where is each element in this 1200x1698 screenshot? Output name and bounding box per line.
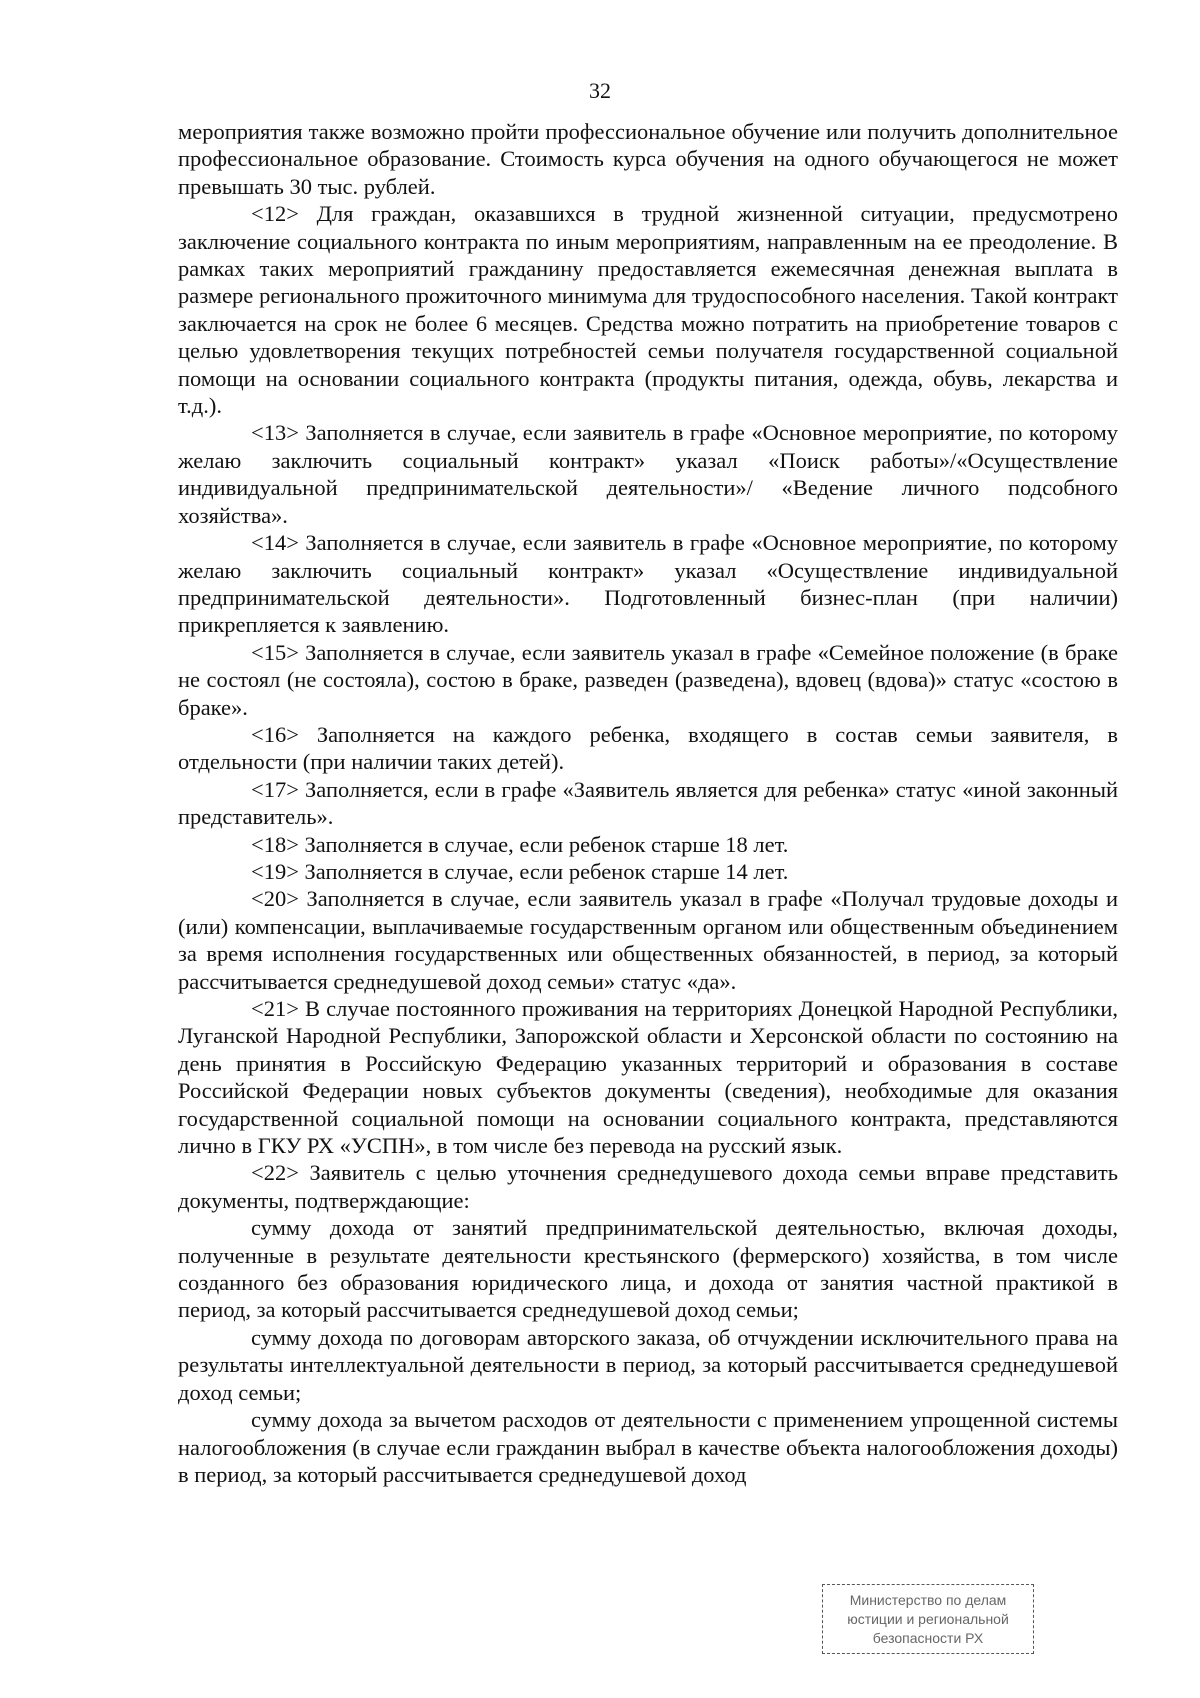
footnote-18: <18> Заполняется в случае, если ребенок старше 18 лет. [251,831,789,857]
stamp-line-2: юстиции и региональной [847,1611,1009,1627]
footnote-22-item-1: сумму дохода от занятий предпринимательской деятельностью, включая доходы, полученные в результате деятельности крестьянского (фермерского) хозяйства, в том числе созданного без образования юридического лица, и дохода от занятия частной практикой в период, за который рассчитывается среднедушевой доход семьи; [178,1215,1118,1323]
footnote-16: <16> Заполняется на каждого ребенка, входящего в состав семьи заявителя, в отдельности (при наличии таких детей). [178,721,1118,775]
footnote-22-item-3: сумму дохода за вычетом расходов от деятельности с применением упрощенной системы налогообложения (в случае если гражданин выбрал в качестве объекта налогообложения доходы) в период, за который рассчитывается среднедушевой доход [178,1407,1118,1487]
paragraph-continuation: мероприятия также возможно пройти профессиональное обучение или получить дополнительное профессиональное образование. Стоимость курса обучения на одного обучающегося не может превышать 30 тыс. рублей. [178,119,1118,199]
page-number: 32 [589,78,611,103]
stamp-line-1: Министерство по делам [849,1592,1007,1608]
footnote-21: <21> В случае постоянного проживания на территориях Донецкой Народной Республики, Луганской Народной Республики, Запорожской области и Херсонской области по состоянию на день принятия в Российскую Федерацию указанных территорий и образования в составе Российской Федерации новых субъектов документы (сведения), необходимые для оказания государственной социальной помощи на основании социального контракта, представляются лично в ГКУ РХ «УСПН», в том числе без перевода на русский язык. [178,996,1118,1159]
footnote-19: <19> Заполняется в случае, если ребенок старше 14 лет. [251,858,789,884]
footnote-20: <20> Заполняется в случае, если заявитель указал в графе «Получал трудовые доходы и (или) компенсации, выплачиваемые государственным органом или общественным объединением за время исполнения государственных или общественных обязанностей, в период, за который рассчитывается среднедушевой доход семьи» статус «да». [178,886,1118,994]
footnote-14: <14> Заполняется в случае, если заявитель в графе «Основное мероприятие, по которому желаю заключить социальный контракт» указал «Осуществление индивидуальной предпринимательской деятельности». Подготовленный бизнес-план (при наличии) прикрепляется к заявлению. [178,530,1118,638]
footnote-17: <17> Заполняется, если в графе «Заявитель является для ребенка» статус «иной законный представитель». [178,776,1118,830]
footnote-22: <22> Заявитель с целью уточнения среднедушевого дохода семьи вправе представить документы, подтверждающие: [178,1160,1118,1213]
stamp-line-3: безопасности РХ [872,1630,984,1646]
footnote-15: <15> Заполняется в случае, если заявитель указал в графе «Семейное положение (в браке не состоял (не состояла), состою в браке, разведен (разведена), вдовец (вдова)» статус «состою в браке». [178,639,1118,720]
document-body [178,118,1118,1488]
registration-stamp [822,1584,1034,1654]
footnote-13: <13> Заполняется в случае, если заявитель в графе «Основное мероприятие, по которому желаю заключить социальный контракт» указал «Поиск работы»/«Осуществление индивидуальной предпринимательской деятельности»/ «Ведение личного подсобного хозяйства». [178,420,1118,528]
footnote-12: <12> Для граждан, оказавшихся в трудной жизненной ситуации, предусмотрено заключение социального контракта по иным мероприятиям, направленным на ее преодоление. В рамках таких мероприятий гражданину предоставляется ежемесячная денежная выплата в размере регионального прожиточного минимума для трудоспособного населения. Такой контракт заключается на срок не более 6 месяцев. Средства можно потратить на приобретение товаров с целью удовлетворения текущих потребностей семьи получателя государственной социальной помощи на основании социального контракта (продукты питания, одежда, обувь, лекарства и т.д.). [178,201,1118,419]
footnote-22-item-2: сумму дохода по договорам авторского заказа, об отчуждении исключительного права на результаты интеллектуальной деятельности в период, за который рассчитывается среднедушевой доход семьи; [178,1324,1118,1405]
